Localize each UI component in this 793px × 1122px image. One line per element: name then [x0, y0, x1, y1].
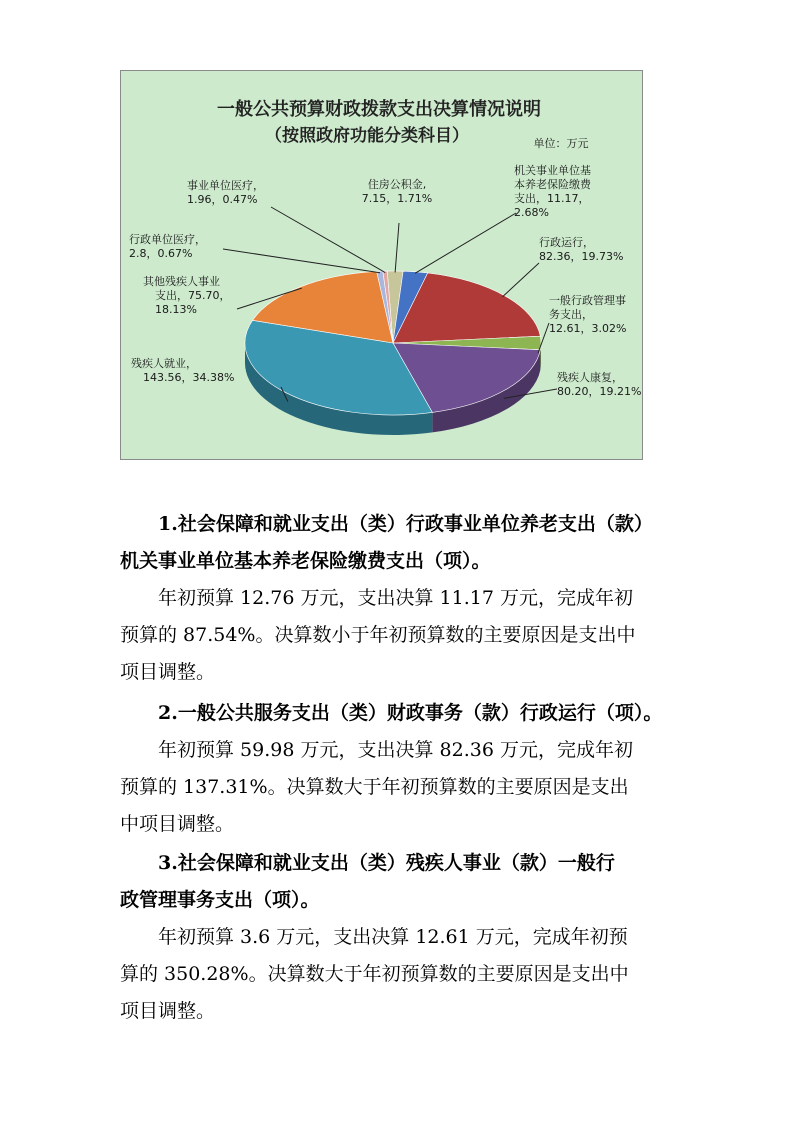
data-label: 残疾人康复， 80.20，19.21% — [557, 371, 642, 398]
chart-title: 一般公共预算财政拨款支出决算情况说明 — [217, 99, 541, 120]
section-3-heading-line-1: 3.社会保障和就业支出（类）残疾人事业（款）一般行 — [158, 852, 615, 874]
section-1-heading-line-1: 1.社会保障和就业支出（类）行政事业单位养老支出（款） — [158, 513, 653, 535]
chart-unit-label: 单位：万元 — [533, 137, 589, 150]
leader-line — [395, 223, 399, 272]
section-1-body-line-3: 项目调整。 — [120, 661, 216, 683]
data-label: 机关事业单位基本养老保险缴费支出，11.17， 2.68% — [514, 164, 591, 219]
section-1 — [120, 506, 680, 691]
leader-line — [415, 213, 516, 273]
section-1-heading-line-2: 机关事业单位基本养老保险缴费支出（项）。 — [120, 550, 491, 572]
section-3-body-line-1: 年初预算 3.6 万元，支出决算 12.61 万元，完成年初预 — [158, 926, 628, 948]
section-1-body-line-1: 年初预算 12.76 万元，支出决算 11.17 万元，完成年初 — [158, 587, 633, 609]
pie-chart — [121, 71, 642, 459]
data-label: 一般行政管理事务支出， 12.61，3.02% — [549, 294, 627, 335]
section-2 — [120, 695, 680, 843]
leader-line — [503, 263, 539, 297]
leader-line — [271, 207, 385, 273]
section-2-body-line-3: 中项目调整。 — [120, 813, 235, 835]
section-3 — [120, 845, 680, 1030]
section-1-body-line-2: 预算的 87.54%。决算数小于年初预算数的主要原因是支出中 — [120, 624, 636, 646]
chart-subtitle: （按照政府功能分类科目） — [265, 126, 469, 146]
data-label: 事业单位医疗， 1.96，0.47% — [187, 179, 264, 206]
data-label: 住房公积金, 7.15，1.71% — [361, 178, 433, 205]
section-3-body-line-2: 算的 350.28%。决算数大于年初预算数的主要原因是支出中 — [120, 963, 629, 985]
section-3-body-line-3: 项目调整。 — [120, 1000, 216, 1022]
section-3-heading-line-2: 政管理事务支出（项）。 — [120, 889, 320, 911]
data-label: 残疾人就业， 143.56，34.38% — [131, 357, 235, 384]
data-label: 行政单位医疗， 2.8，0.67% — [129, 233, 206, 260]
leader-line — [223, 249, 380, 273]
pie-chart-panel — [120, 70, 643, 460]
section-2-heading-line-1: 2.一般公共服务支出（类）财政事务（款）行政运行（项）。 — [158, 702, 663, 724]
section-2-body-line-1: 年初预算 59.98 万元，支出决算 82.36 万元，完成年初 — [158, 739, 633, 761]
data-label: 行政运行， 82.36，19.73% — [539, 236, 624, 263]
section-2-body-line-2: 预算的 137.31%。决算数大于年初预算数的主要原因是支出 — [120, 776, 629, 798]
data-label: 其他残疾人事业支出，75.70， 18.13% — [143, 275, 231, 316]
